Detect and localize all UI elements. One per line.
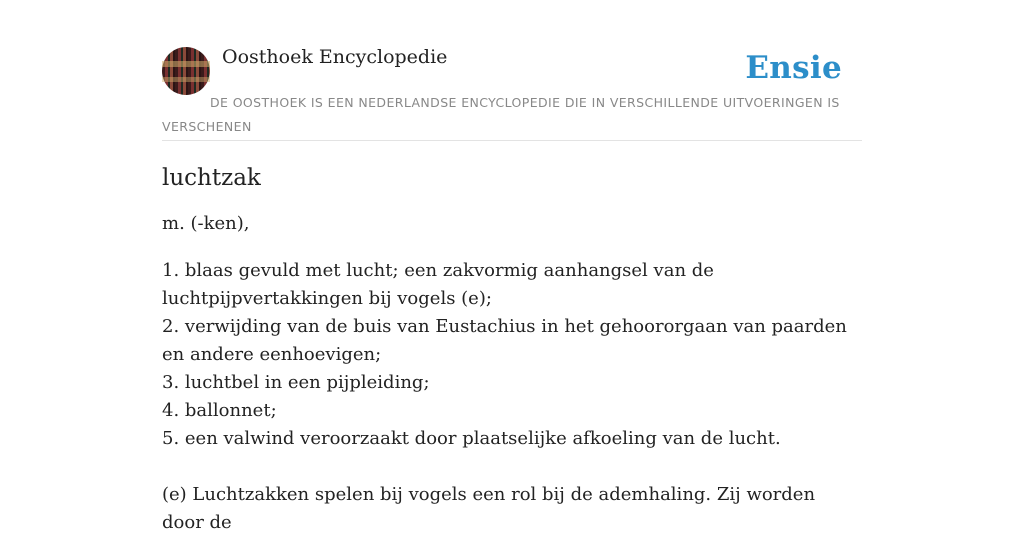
definition-4: 4. ballonnet; xyxy=(162,400,277,421)
grammar-info: m. (-ken), xyxy=(162,213,250,234)
site-tagline: DE OOSTHOEK IS EEN NEDERLANDSE ENCYCLOPEDIE DIE IN VERSCHILLENDE UITVOERINGEN IS VERSCHENEN xyxy=(162,95,840,134)
site-title[interactable]: Oosthoek Encyclopedie xyxy=(222,46,448,68)
avatar[interactable] xyxy=(162,47,210,95)
entry-note: (e) Luchtzakken spelen bij vogels een rol bij de ademhaling. Zij worden door de xyxy=(162,484,816,533)
site-header xyxy=(162,44,862,141)
definition-5: 5. een valwind veroorzaakt door plaatselijke afkoeling van de lucht. xyxy=(162,428,781,449)
headword: luchtzak xyxy=(162,165,261,191)
definition-1: 1. blaas gevuld met lucht; een zakvormig aanhangsel van de luchtpijpvertakkingen bij vogels (e); xyxy=(162,260,714,309)
definition-2: 2. verwijding van de buis van Eustachius in het gehoororgaan van paarden en andere eenhoevigen; xyxy=(162,316,847,365)
brand-logo[interactable]: Ensie xyxy=(745,50,842,86)
definition-3: 3. luchtbel in een pijpleiding; xyxy=(162,372,430,393)
entry-content xyxy=(162,160,862,537)
definition-list xyxy=(162,257,862,453)
